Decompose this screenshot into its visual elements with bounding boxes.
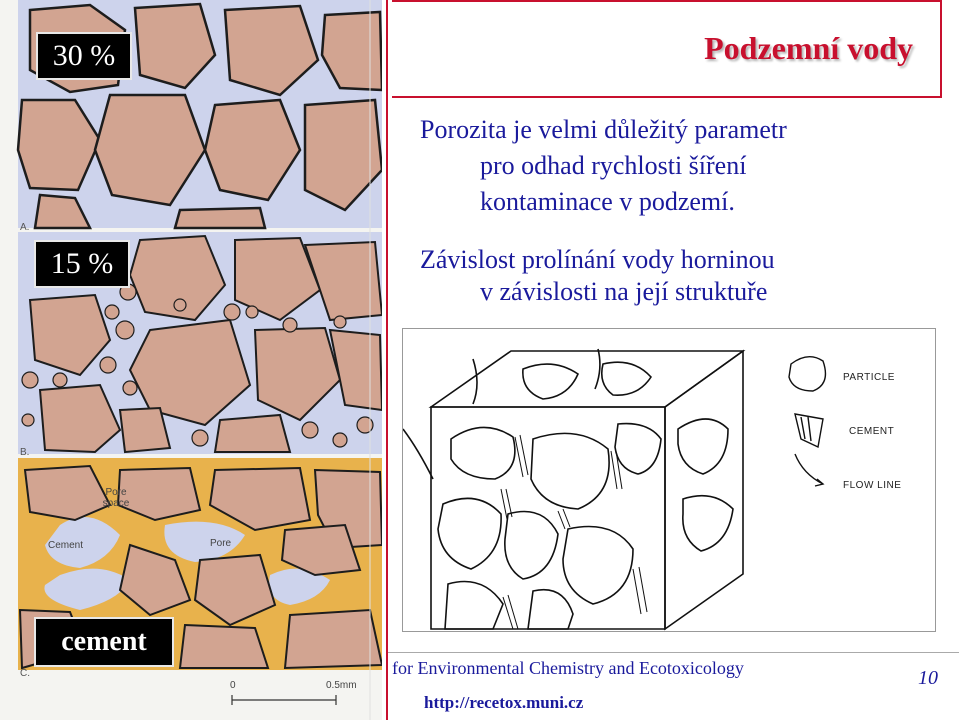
paragraph2-line1: Závislost prolínání vody horninou [420,245,775,274]
diagram-particle [602,362,651,395]
legend-cement-hatch [808,417,811,441]
footer-institution: for Environmental Chemistry and Ecotoxicology [392,658,744,678]
panel-letter-c: C. [20,668,30,679]
flow-arrow [595,349,600,389]
cement-label: Cement [48,540,84,551]
diagram-particle [678,419,728,474]
flow-diagram [402,328,936,632]
pore-label: Pore [210,538,232,549]
panel-letter-a: A. [20,222,30,233]
title-frame-right [940,0,942,98]
legend-flow-line-icon [795,454,823,484]
legend-particle-icon [789,357,825,391]
flow-arrow [473,359,477,404]
diagram-particle [451,427,515,479]
paragraph1-line2: pro odhad rychlosti šíření [480,151,747,180]
legend-cement-label: CEMENT [849,426,895,437]
legend-particle-label: PARTICLE [843,372,895,383]
cube-front-face [431,407,665,629]
grain-illustration [0,0,382,720]
diagram-particle [445,582,503,630]
diagram-particle [531,433,609,509]
porosity-15-badge: 15 % [34,240,130,288]
porosity-paragraph [420,112,940,220]
cement-badge: cement [34,617,174,667]
porosity-30-badge: 30 % [36,32,132,80]
page-number: 10 [918,667,938,689]
diagram-cement-hatching [501,435,647,629]
cube-side-face [665,351,743,629]
paragraph2-line2: v závislosti na její struktuře [480,277,768,306]
paragraph1-line1: Porozita je velmi důležitý parametr [420,115,787,144]
paragraph1-line3: kontaminace v podzemí. [480,187,735,216]
diagram-particle [438,498,501,569]
cube-top-face [431,351,743,407]
title-frame-top [392,0,942,2]
title-frame-bottom [392,96,942,98]
porosity-figure [0,0,382,720]
diagram-particle [523,364,578,399]
flow-paragraph [420,244,950,308]
scale-max-label: 0.5mm [326,680,357,691]
panel-letter-b: B. [20,447,30,458]
legend-flow-line-label: FLOW LINE [843,480,902,491]
footer-url[interactable]: http://recetox.muni.cz [424,693,584,712]
diagram-particle [683,496,733,551]
legend-cement-hatch [801,417,805,439]
diagram-particle [505,512,558,580]
flow-arrow [403,429,433,479]
scale-zero-label: 0 [230,680,236,691]
diagram-particle [615,424,661,474]
scale-area [18,670,382,720]
footer-rule [388,652,959,653]
pore-space-label: Pore space [102,487,130,509]
diagram-particle [528,590,573,629]
diagram-particle [563,527,633,605]
slide-title: Podzemní vody [704,30,913,66]
vertical-rule [386,0,388,720]
